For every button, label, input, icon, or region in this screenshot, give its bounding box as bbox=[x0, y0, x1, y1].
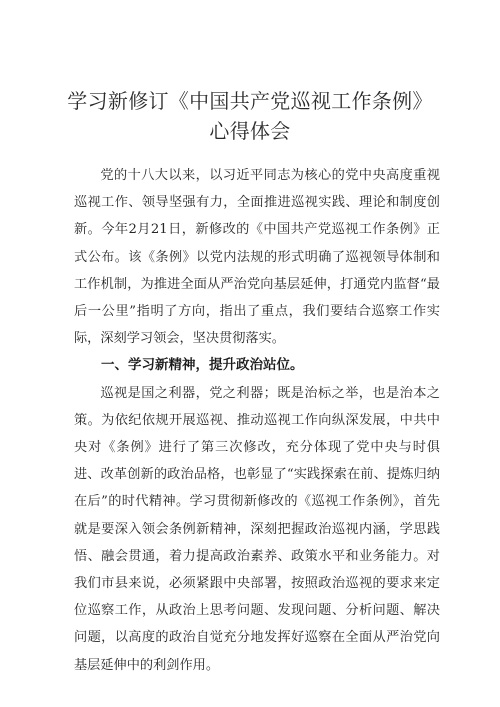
document-body bbox=[74, 162, 440, 679]
title-line-1: 学习新修订《中国共产党巡视工作条例》 bbox=[67, 89, 433, 113]
section-heading-1: 一、学习新精神，提升政治站位。 bbox=[101, 357, 304, 374]
intro-paragraph: 党的十八大以来，以习近平同志为核心的党中央高度重视巡视工作、领导坚强有力，全面推进巡视实践、理论和制度创新。今年2月21日，新修改的《中国共产党巡视工作条例》正式公布。该《条例》以党内法规的形式明确了巡视领导体制和工作机制，为推进全面从严治党向基层延伸，打通党内监督“最后一公里”指明了方向，指出了重点，我们要结合巡察工作实际，深刻学习领会，坚决贯彻落实。 bbox=[74, 168, 440, 347]
document-title bbox=[0, 86, 500, 146]
title-line-2: 心得体会 bbox=[209, 119, 291, 143]
section-1-paragraph: 巡视是国之利器，党之利器；既是治标之举，也是治本之策。为依纪依规开展巡视、推动巡视工作向纵深发展，中共中央对《条例》进行了第三次修改，充分体现了党中央与时俱进、改革创新的政治品格，也彰显了“实践探索在前、提炼归纳在后”的时代精神。学习贯彻新修改的《巡视工作条例》，首先就是要深入领会条例新精神，深刻把握政治巡视内涵，学思践悟、融会贯通，着力提高政治素养、政策水平和业务能力。对我们市县来说，必须紧跟中央部署，按照政治巡视的要求来定位巡察工作，从政治上思考问题、发现问题、分析问题、解决问题，以高度的政治自觉充分地发挥好巡察在全面从严治党向基层延伸中的利剑作用。 bbox=[74, 385, 440, 673]
